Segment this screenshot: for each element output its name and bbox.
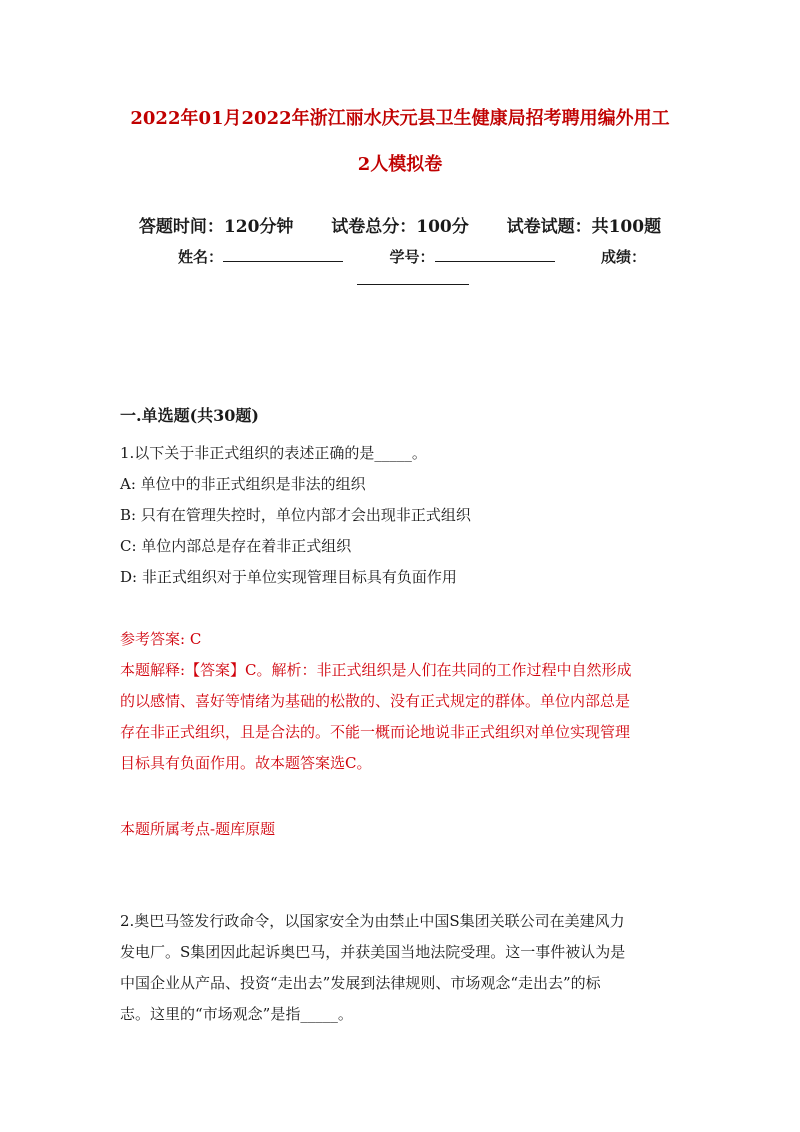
question-2-stem-line1: 2.奥巴马签发行政命令，以国家安全为由禁止中国S集团关联公司在美建风力	[120, 912, 625, 930]
question-1-topic: 本题所属考点-题库原题	[120, 820, 276, 838]
question-1-option-b: B: 只有在管理失控时，单位内部才会出现非正式组织	[120, 506, 471, 524]
question-1-explanation-line3: 存在非正式组织，且是合法的。不能一概而论地说非正式组织对单位实现管理	[120, 723, 631, 741]
question-1-explanation-line1: 本题解释:【答案】C。解析：非正式组织是人们在共同的工作过程中自然形成	[120, 661, 632, 679]
question-1-stem: 1.以下关于非正式组织的表述正确的是_____。	[120, 444, 427, 462]
student-fields	[178, 245, 646, 267]
question-1-explanation-line4: 目标具有负面作用。故本题答案选C。	[120, 754, 372, 772]
question-2-stem-line4: 志。这里的“市场观念”是指_____。	[120, 1005, 353, 1023]
exam-info	[0, 212, 800, 237]
section-heading: 一.单选题(共30题)	[120, 406, 259, 425]
score-label: 成绩：	[600, 248, 646, 266]
exam-question-count: 试卷试题：共100题	[506, 217, 662, 237]
question-1-option-a: A: 单位中的非正式组织是非法的组织	[120, 475, 366, 493]
exam-total-score: 试卷总分：100分	[331, 217, 469, 237]
exam-time: 答题时间：120分钟	[138, 217, 294, 237]
score-blank[interactable]	[357, 272, 469, 285]
student-id-blank[interactable]	[435, 245, 555, 262]
question-2-stem-line2: 发电厂。S集团因此起诉奥巴马，并获美国当地法院受理。这一事件被认为是	[120, 943, 626, 961]
name-blank[interactable]	[223, 245, 343, 262]
question-1-answer: 参考答案: C	[120, 630, 202, 648]
question-1-option-c: C: 单位内部总是存在着非正式组织	[120, 537, 352, 555]
name-label: 姓名：	[178, 248, 224, 266]
question-1-explanation-line2: 的以感情、喜好等情绪为基础的松散的、没有正式规定的群体。单位内部总是	[120, 692, 631, 710]
document-title-line1: 2022年01月2022年浙江丽水庆元县卫生健康局招考聘用编外用工	[130, 108, 670, 129]
question-2-stem-line3: 中国企业从产品、投资“走出去”发展到法律规则、市场观念“走出去”的标	[120, 974, 601, 992]
student-id-label: 学号：	[389, 248, 435, 266]
document-title-line2: 2人模拟卷	[357, 154, 443, 175]
question-1-option-d: D: 非正式组织对于单位实现管理目标具有负面作用	[120, 568, 457, 586]
